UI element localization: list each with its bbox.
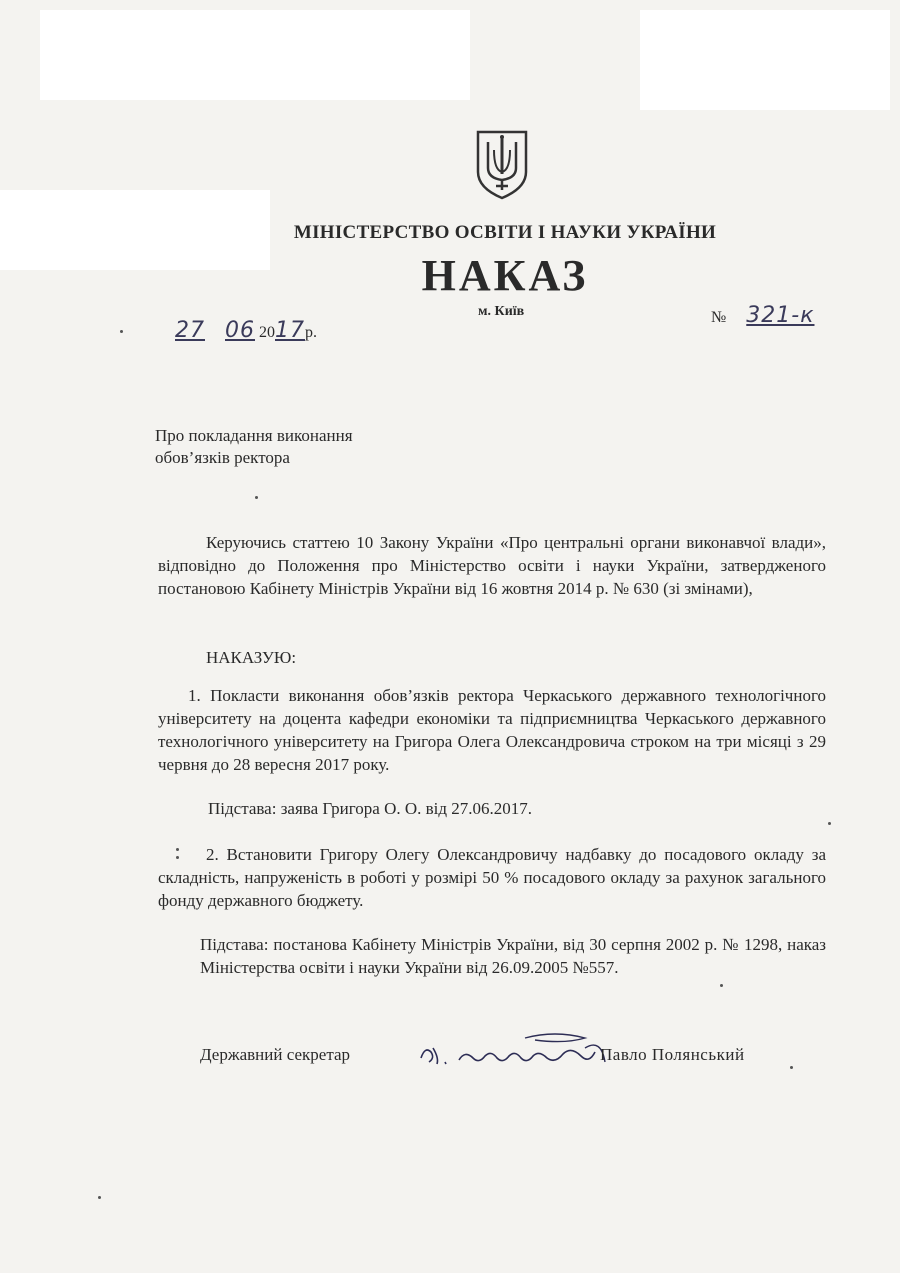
orders-label: НАКАЗУЮ:: [206, 648, 297, 667]
date-suffix: р.: [305, 324, 317, 341]
scan-speck: [828, 822, 831, 825]
date-month: 06: [225, 318, 255, 343]
preamble-paragraph: Керуючись статтею 10 Закону України «Про центральні органи виконавчої влади», відповідно до Положення про Міністерство освіти і науки України, затвердженого постановою Кабінету Міністрів України від 16 жовтня 2014 р. № 630 (зі змінами),: [158, 533, 826, 598]
scan-speck: [720, 984, 723, 987]
order-number: [711, 303, 814, 328]
scan-speck: [120, 330, 123, 333]
document-type-title: НАКАЗ: [421, 251, 589, 300]
subject-line: Про покладання виконання: [155, 426, 353, 445]
redacted-area: [40, 10, 470, 100]
order-subject: [155, 425, 353, 469]
order-date: [175, 318, 317, 343]
number-value: 321-к: [746, 303, 815, 328]
order-item-2: 2. Встановити Григору Олегу Олександровичу надбавку до посадового окладу за складність, напруженість в роботі у розмірі 50 % посадового окладу за рахунок загального фонду державного бюджету.: [158, 845, 826, 910]
scan-speck: [176, 856, 179, 859]
order-item-1: 1. Покласти виконання обов’язків ректора Черкаського державного технологічного університету на доцента кафедри економіки та підприємництва Черкаського державного технологічного університету на Григора Олега Олександровича строком на три місяці з 29 червня до 28 вересня 2017 року.: [158, 686, 826, 774]
scan-speck: [255, 496, 258, 499]
number-prefix: №: [711, 309, 727, 326]
order-item-1-basis: Підстава: заява Григора О. О. від 27.06.2017.: [208, 799, 533, 818]
city: м. Київ: [478, 304, 525, 319]
order-item-2-basis: Підстава: постанова Кабінету Міністрів України, від 30 серпня 2002 р. № 1298, наказ Міністерства освіти і науки України від 26.09.2005 №557.: [200, 935, 826, 977]
date-year-suffix: 17: [275, 318, 305, 343]
redacted-area: [640, 10, 890, 110]
handwritten-signature: [415, 1028, 615, 1072]
date-day: 27: [175, 318, 205, 343]
subject-line: обов’язків ректора: [155, 448, 290, 467]
scan-speck: [790, 1066, 793, 1069]
signer-name: Павло Полянський: [600, 1045, 745, 1064]
signer-title: Державний секретар: [200, 1045, 350, 1064]
trident-emblem-icon: [474, 128, 530, 200]
ministry-name: МІНІСТЕРСТВО ОСВІТИ І НАУКИ УКРАЇНИ: [293, 222, 717, 243]
date-year-prefix: 20: [259, 324, 275, 341]
scan-speck: [98, 1196, 101, 1199]
scan-speck: [176, 848, 179, 851]
